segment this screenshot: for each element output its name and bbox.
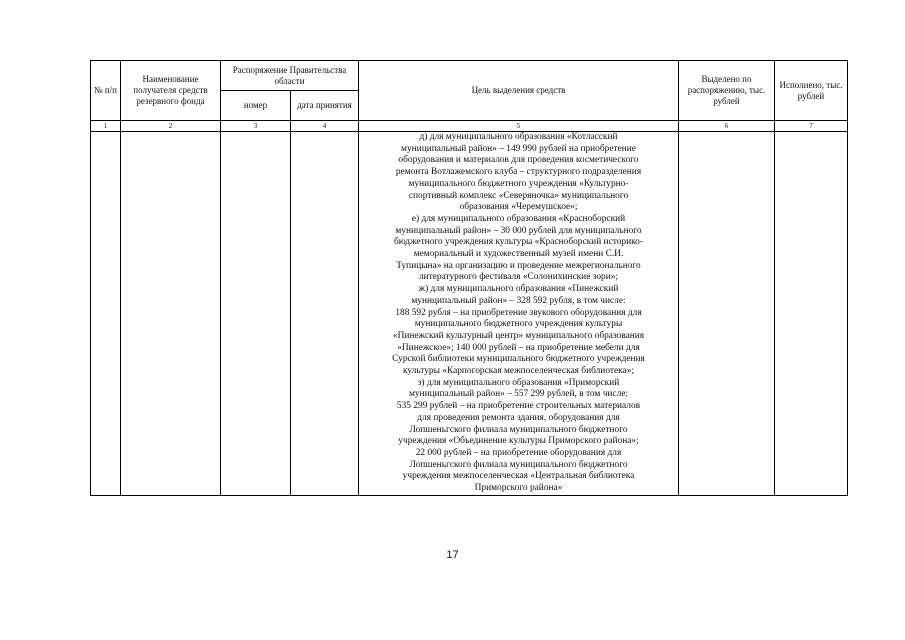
purpose-line: е) для муниципального образования «Красноборский: [411, 213, 626, 224]
header-allocated: Выделено по распоряжению, тыс. рублей: [679, 61, 775, 121]
header-executed: Исполнено, тыс. рублей: [775, 61, 848, 121]
purpose-text: [359, 132, 678, 495]
purpose-line: Приморского района»: [474, 483, 563, 494]
purpose-line: муниципальный район» – 557 299 рублей, в том числе:: [408, 389, 629, 400]
header-purpose: Цель выделения средств: [359, 61, 679, 121]
cell-num: [91, 132, 121, 496]
purpose-line: литературного фестиваля «Солонихинские зори»;: [418, 272, 619, 283]
purpose-line: Лопшеньгского филиала муниципального бюджетного: [409, 459, 628, 470]
purpose-line: Тупицына» на организацию и проведение межрегионального: [396, 260, 641, 271]
reserve-fund-table: [90, 60, 848, 496]
purpose-line: муниципального бюджетного учреждения «Культурно-: [408, 178, 629, 189]
purpose-line: бюджетного учреждения культуры «Красноборский историко-: [394, 237, 643, 248]
purpose-line: оборудования и материалов для проведения косметического: [398, 155, 639, 166]
cell-allocated: [679, 132, 775, 496]
header-num: № п/п: [91, 61, 121, 121]
page-number: 17: [446, 549, 459, 561]
purpose-line: муниципальный район» – 149 990 рублей на приобретение: [401, 143, 636, 154]
purpose-line: учреждения межпоселенческая «Центральная библиотека: [402, 471, 635, 482]
cell-recipient: [121, 132, 221, 496]
purpose-line: ремонта Вотлажемского клуба – структурного подразделения: [395, 167, 642, 178]
column-number: 6: [679, 121, 775, 132]
cell-order-date: [291, 132, 359, 496]
purpose-line: Сурской библиотеки муниципального бюджетного учреждения: [392, 354, 645, 365]
purpose-line: Лопшеньгского филиала муниципального бюджетного: [409, 424, 628, 435]
column-number: 2: [121, 121, 221, 132]
header-row-1: [91, 61, 848, 91]
purpose-line: «Пинежский культурный центр» муниципального образования: [392, 330, 645, 341]
purpose-line: 188 592 рубля – на приобретение звукового оборудования для: [395, 307, 642, 318]
column-number: 7: [775, 121, 848, 132]
purpose-line: з) для муниципального образования «Приморский: [417, 377, 620, 388]
column-number: 5: [359, 121, 679, 132]
purpose-line: муниципального бюджетного учреждения культуры: [414, 319, 623, 330]
header-order-number: номер: [221, 91, 291, 121]
header-recipient-name: Наименование получателя средств резервного фонда: [121, 61, 221, 121]
purpose-line: ж) для муниципального образования «Пинежский: [418, 284, 619, 295]
cell-purpose: [359, 132, 679, 496]
purpose-line: учреждения «Объединение культуры Приморского района»;: [398, 436, 639, 447]
purpose-line: «Пинежское»; 140 000 рублей – на приобретение мебели для: [397, 342, 640, 353]
header-order: Распоряжение Правительства области: [221, 61, 359, 91]
cell-order-number: [221, 132, 291, 496]
purpose-line: культуры «Карпогорская межпоселенческая библиотека»;: [402, 366, 635, 377]
cell-executed: [775, 132, 848, 496]
column-number: 1: [91, 121, 121, 132]
column-number-row: [91, 121, 848, 132]
purpose-line: 535 299 рублей – на приобретение строительных материалов: [396, 401, 641, 412]
table-row: [91, 132, 848, 496]
column-number: 3: [221, 121, 291, 132]
purpose-line: спортивный комплекс «Северяночка» муниципального: [408, 190, 629, 201]
header-order-date: дата принятия: [291, 91, 359, 121]
purpose-line: муниципальный район» – 328 592 рубля, в том числе:: [411, 295, 626, 306]
purpose-line: д) для муниципального образования «Котласский: [419, 132, 618, 142]
purpose-line: муниципальный район» – 30 000 рублей для муниципального: [395, 225, 642, 236]
purpose-line: 22 000 рублей – на приобретение оборудования для: [415, 447, 622, 458]
purpose-line: мемориальный и художественный музей имени С.И.: [413, 249, 624, 260]
purpose-line: для проведения ремонта здания, оборудования для: [417, 412, 620, 423]
column-number: 4: [291, 121, 359, 132]
purpose-line: образования «Черемушское»;: [459, 202, 578, 213]
